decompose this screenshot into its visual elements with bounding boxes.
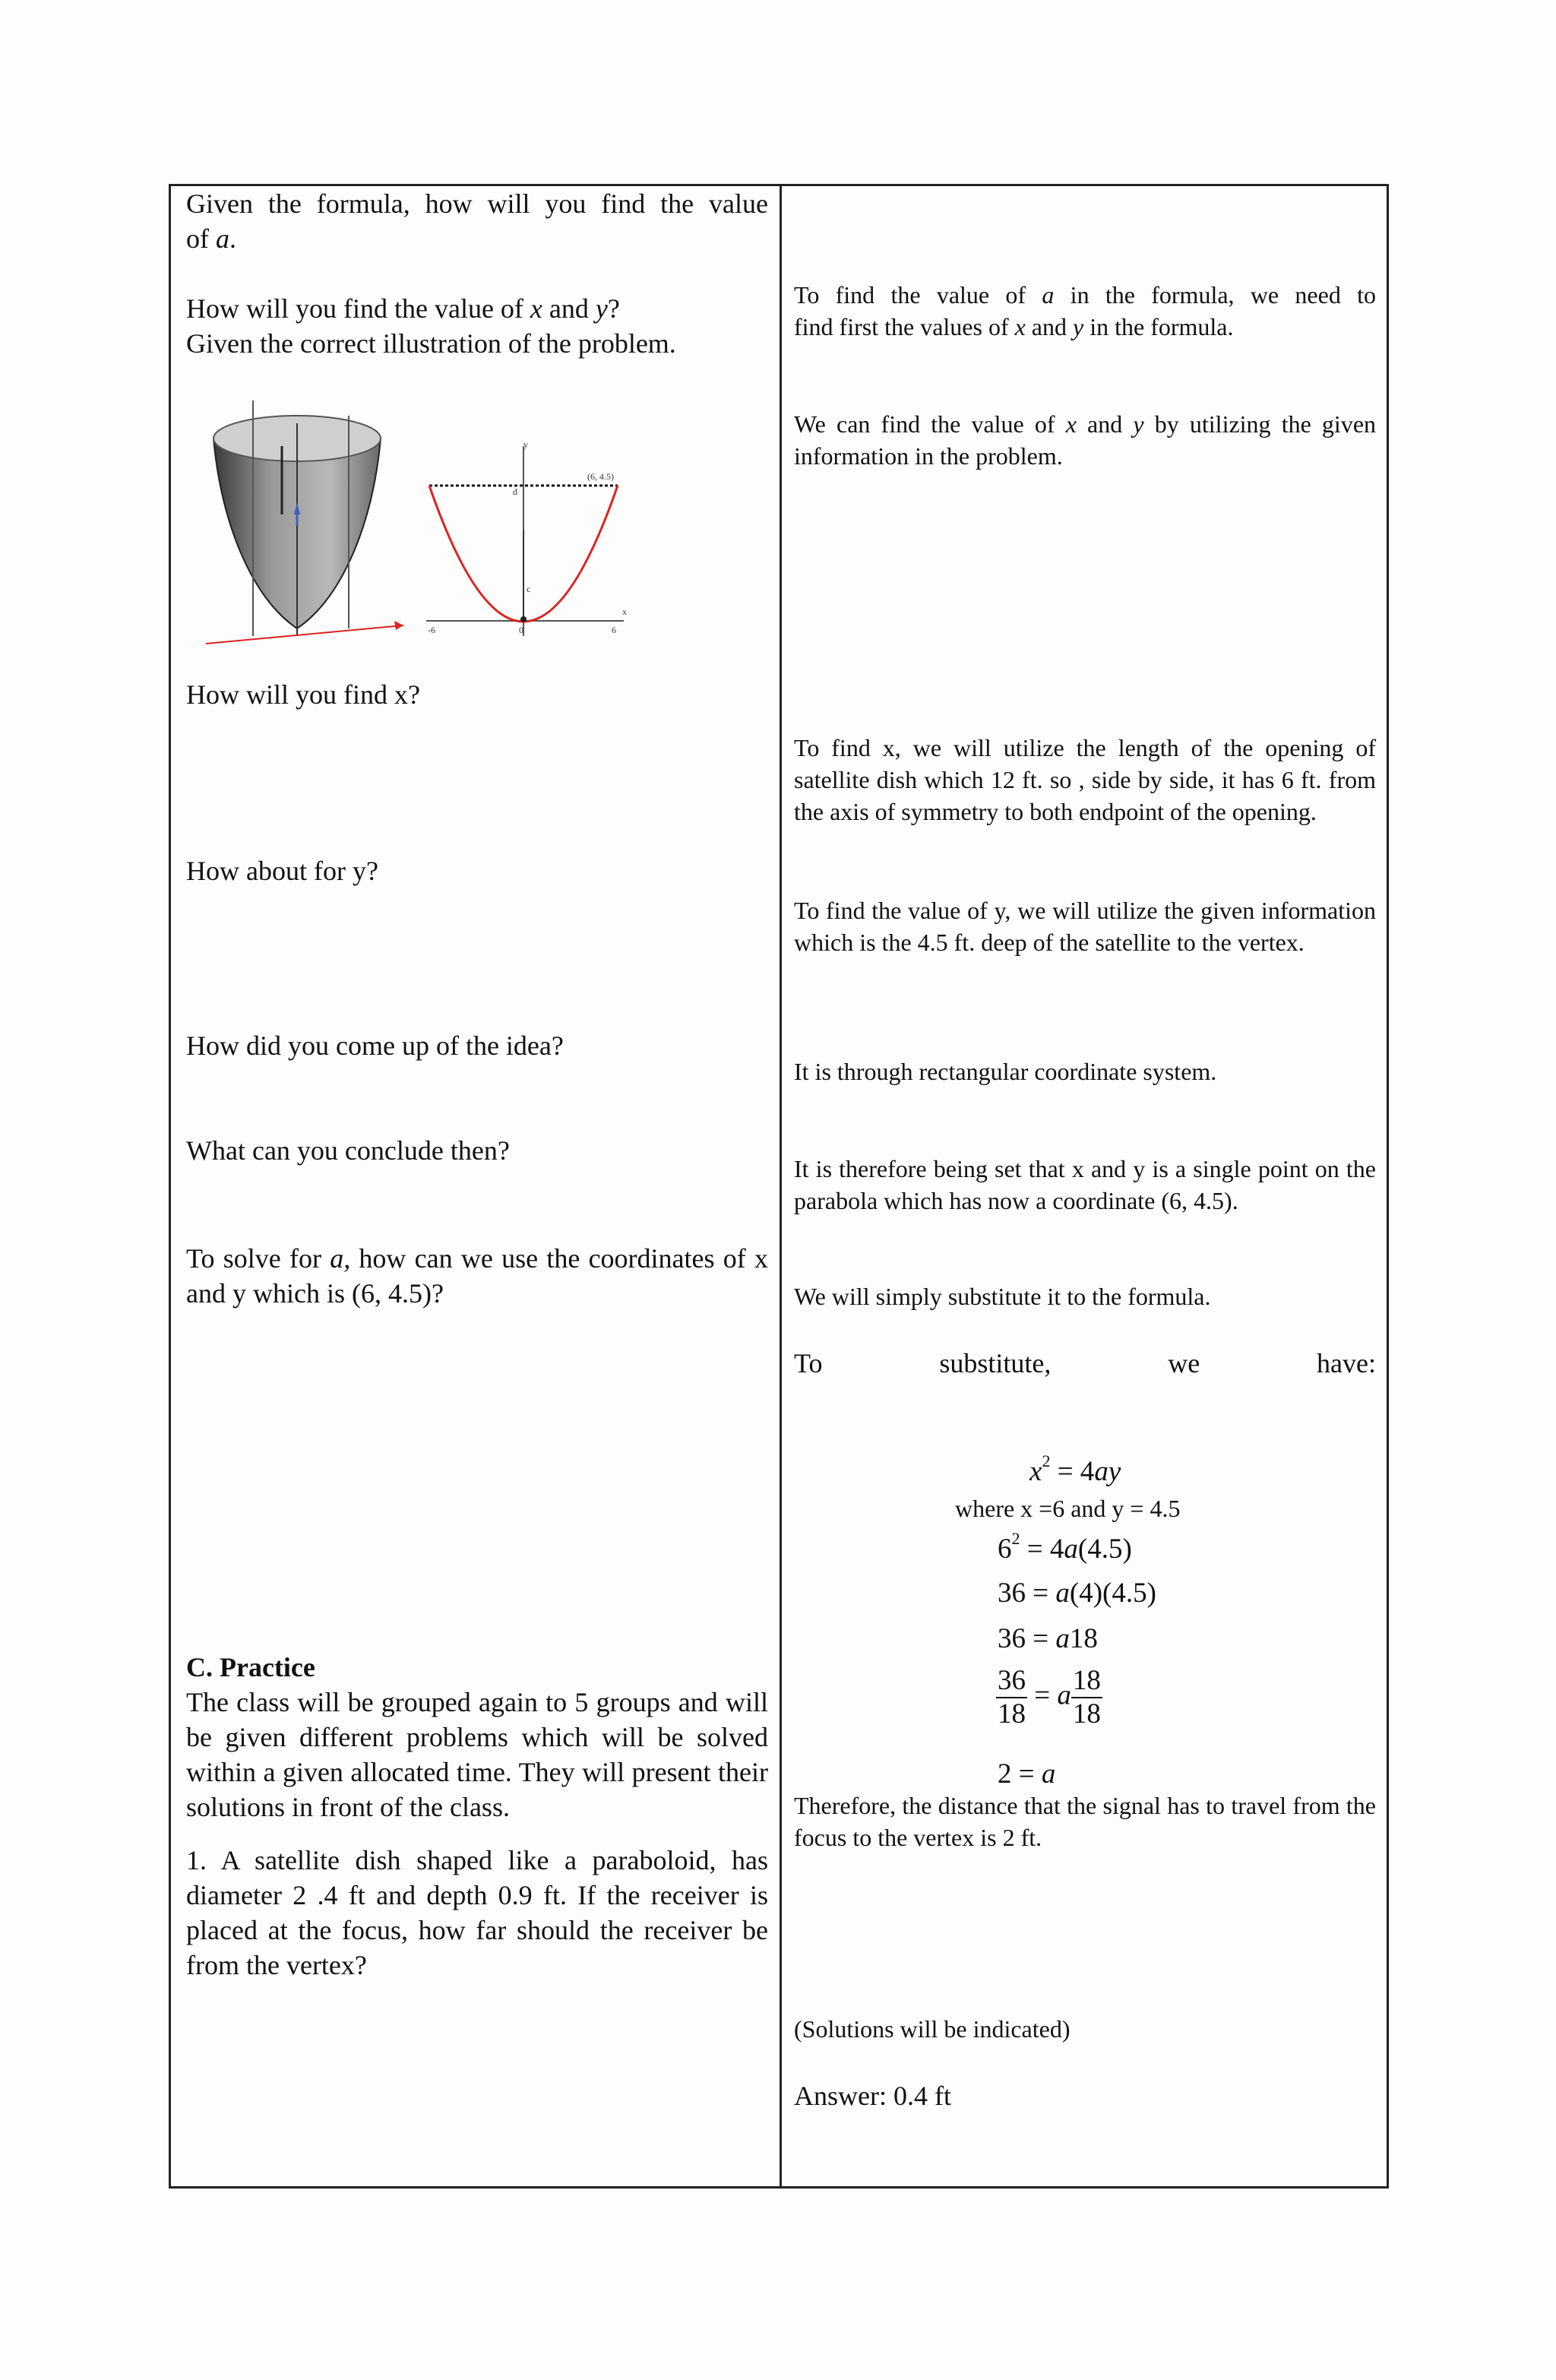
origin-label: 0 [519, 625, 523, 635]
question-find-a-line1: Given the formula, how will you find the value [186, 188, 768, 219]
equation-step2: 36 = a(4)(4.5) [998, 1578, 1156, 1609]
parabola-graph [426, 439, 627, 636]
answer-therefore: Therefore, the distance that the signal has to travel from the focus to the vertex is 2 ft. [794, 1792, 1376, 1851]
satellite-dish-3d [206, 400, 403, 644]
x-axis-label: x [622, 606, 627, 617]
answer-to-substitute: To substitute, we have: [794, 1348, 1376, 1378]
answer-solutions: (Solutions will be indicated) [794, 2015, 1071, 2043]
question-find-x: How will you find x? [186, 679, 420, 710]
answer-find-x: To find x, we will utilize the length of the opening of satellite dish which 12 ft. so , side by side, it has 6 ft. from the axis of symmetry to both endpoint of the opening. [794, 734, 1376, 825]
where-line: where x =6 and y = 4.5 [955, 1495, 1181, 1522]
answer-find-y: To find the value of y, we will utilize the given information which is the 4.5 ft. deep of the satellite to the vertex. [794, 897, 1376, 956]
lesson-table [169, 184, 1389, 2189]
question-find-a-line2: of a. [186, 223, 236, 254]
paraboloid-figure [206, 400, 647, 651]
y-axis-label: y [523, 439, 528, 450]
equation-result: 2 = a [998, 1758, 1056, 1790]
tick-pos: 6 [612, 625, 616, 635]
question-idea: How did you come up of the idea? [186, 1030, 564, 1061]
equation-fraction: $\frac{36}{18}$ = a $\frac{18}{18}$ [998, 1665, 1101, 1730]
question-solve-a: To solve for a, how can we use the coordinates of x and y which is (6, 4.5)? [186, 1243, 768, 1309]
equation-step3: 36 = a18 [998, 1623, 1098, 1654]
c-label: c [527, 584, 531, 594]
tick-neg: -6 [428, 625, 435, 635]
answer-final: Answer: 0.4 ft [794, 2081, 951, 2111]
practice-problem: 1. A satellite dish shaped like a paraboloid, has diameter 2 .4 ft and depth 0.9 ft. If the receiver is placed at the focus, how far should the receiver be from the vertex? [186, 1845, 768, 1980]
equation-x2-4ay: $x^2 = 4ay$ [1029, 1451, 1121, 1487]
question-find-xy: How will you find the value of x and y? [186, 293, 620, 324]
d-label: d [513, 486, 517, 497]
practice-heading: C. Practice [186, 1652, 315, 1682]
question-illustration: Given the correct illustration of the problem. [186, 328, 676, 359]
question-conclude: What can you conclude then? [186, 1135, 510, 1166]
equation-step1: $6^2 = 4a(4.5)$ [998, 1529, 1132, 1565]
answer-find-a-line2: find first the values of x and y in the formula. [794, 313, 1234, 340]
answer-conclude: It is therefore being set that x and y is a single point on the parabola which has now a coordinate (6, 4.5). [794, 1155, 1376, 1214]
fraction-36-18: $\frac{36}{18}$ [998, 1665, 1026, 1730]
question-find-y: How about for y? [186, 856, 378, 886]
answer-find-a-line1: To find the value of a in the formula, we need to [794, 281, 1377, 309]
answer-find-xy: We can find the value of x and y by utilizing the given information in the problem. [794, 410, 1377, 470]
answer-idea: It is through rectangular coordinate system. [794, 1058, 1217, 1085]
fraction-18-18: $\frac{18}{18}$ [1072, 1665, 1101, 1730]
point-label: (6, 4.5) [587, 471, 614, 482]
column-divider [780, 186, 782, 2186]
practice-text: The class will be grouped again to 5 groups and will be given different problems which will be solved within a given allocated time. They will present their solutions in front of the class. [186, 1687, 768, 1822]
answer-substitute: We will simply substitute it to the formula. [794, 1283, 1211, 1310]
